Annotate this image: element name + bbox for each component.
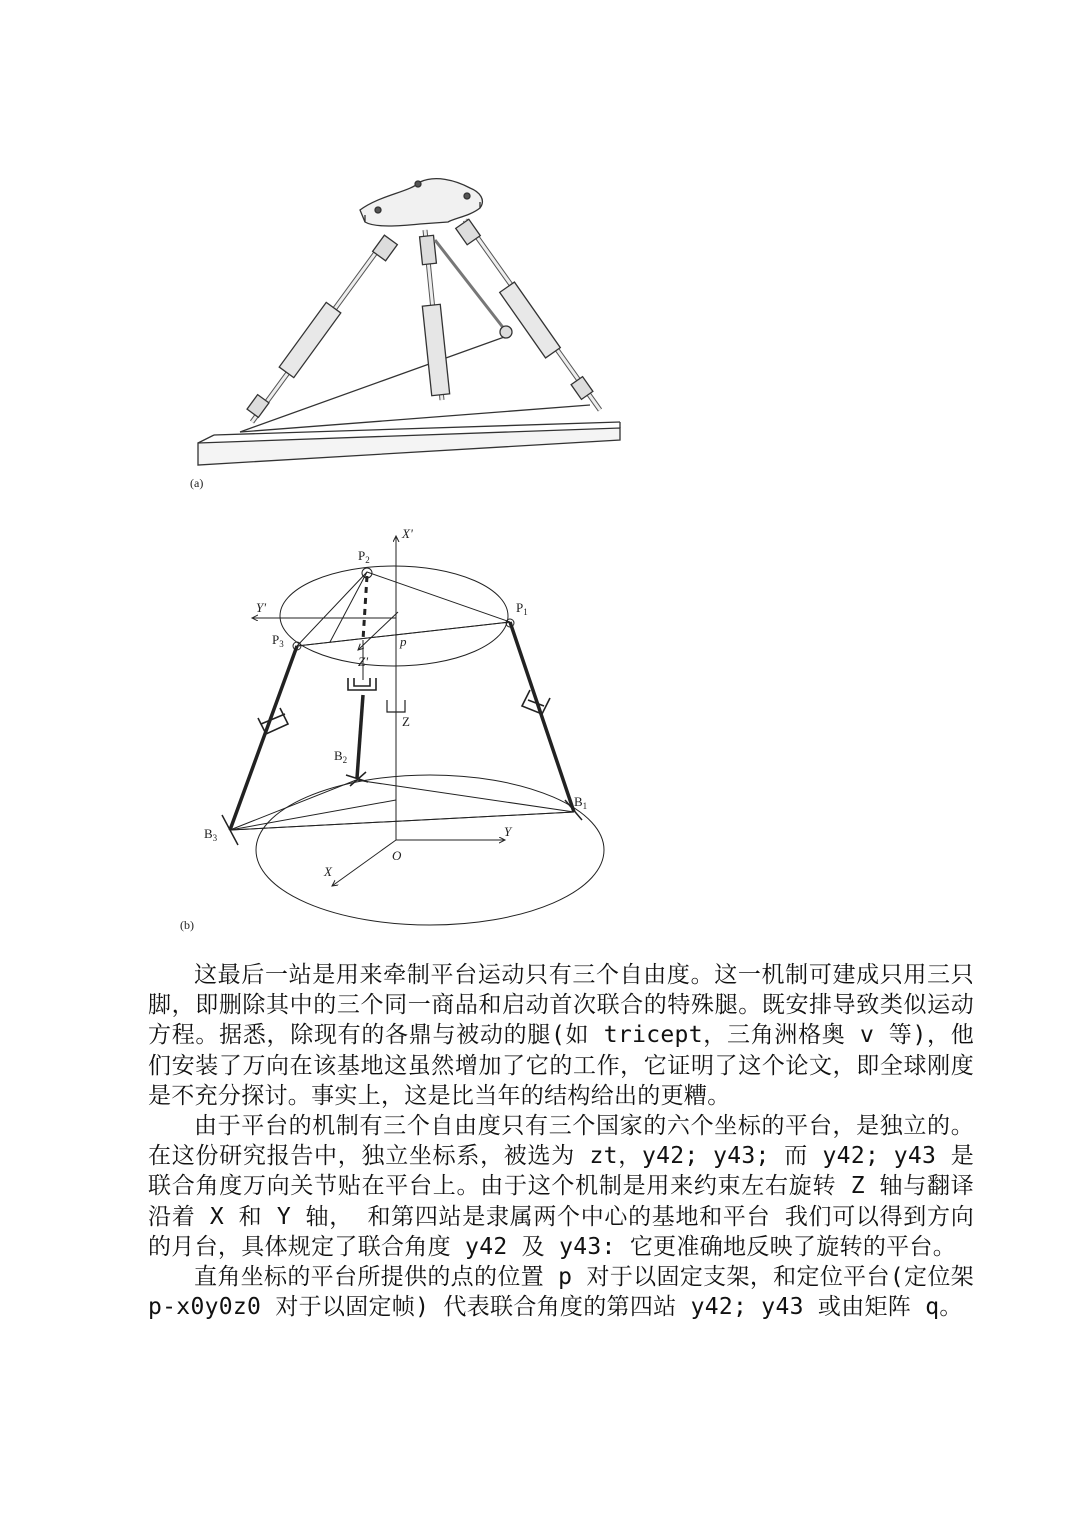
label-p: p xyxy=(400,634,407,649)
label-o: O xyxy=(392,848,402,863)
label-x-prime: X' xyxy=(402,526,413,541)
figure-b-caption: (b) xyxy=(180,918,194,932)
body-text xyxy=(148,960,974,1322)
label-y: Y xyxy=(504,824,512,839)
figure-a-caption: (a) xyxy=(190,476,204,490)
label-z-prime: Z' xyxy=(358,654,369,669)
paragraph-1: 这最后一站是用来牵制平台运动只有三个自由度。这一机制可建成只用三只脚，即删除其中的三个同一商品和启动首次联合的特殊腿。既安排导致类似运动方程。据悉，除现有的各鼎与被动的腿(如 tricept，三角洲格奥 v 等)，他们安装了万向在该基地这虽然增加了它的工作，它证明了这个论文，即全球刚度是不充分探讨。事实上，这是比当年的结构给出的更糟。 xyxy=(148,962,974,1109)
label-z: Z xyxy=(402,714,410,729)
label-p2: $P_2$ xyxy=(358,548,370,565)
tripod-mechanism-figure xyxy=(180,170,640,490)
label-p3: $P_3$ xyxy=(272,632,284,649)
kinematic-schematic-figure xyxy=(170,520,630,940)
paragraph-2: 由于平台的机制有三个自由度只有三个国家的六个坐标的平台，是独立的。在这份研究报告中，独立坐标系，被选为 zt，y42; y43; 而 y42; y43 是联合角度万向关节贴在平台上。由于这个机制是用来约束左右旋转 Z 轴与翻译沿着 X 和 Y 轴， 和第四站是隶属两个中心的基地和平台 我们可以得到方向的月台，具体规定了联合角度 y42 及 y43: 它更准确地反映了旋转的平台。 xyxy=(148,1113,974,1260)
label-b3: $B_3$ xyxy=(204,826,218,843)
label-x: X xyxy=(324,864,332,879)
paragraph-3: 直角坐标的平台所提供的点的位置 p 对于以固定支架，和定位平台(定位架 p-x0y0z0 对于以固定帧) 代表联合角度的第四站 y42; y43 或由矩阵 q。 xyxy=(148,1264,974,1321)
label-b2: $B_2$ xyxy=(334,748,348,765)
label-y-prime: Y' xyxy=(256,600,267,615)
label-b1: $B_1$ xyxy=(574,794,588,811)
label-p1: $P_1$ xyxy=(516,600,528,617)
